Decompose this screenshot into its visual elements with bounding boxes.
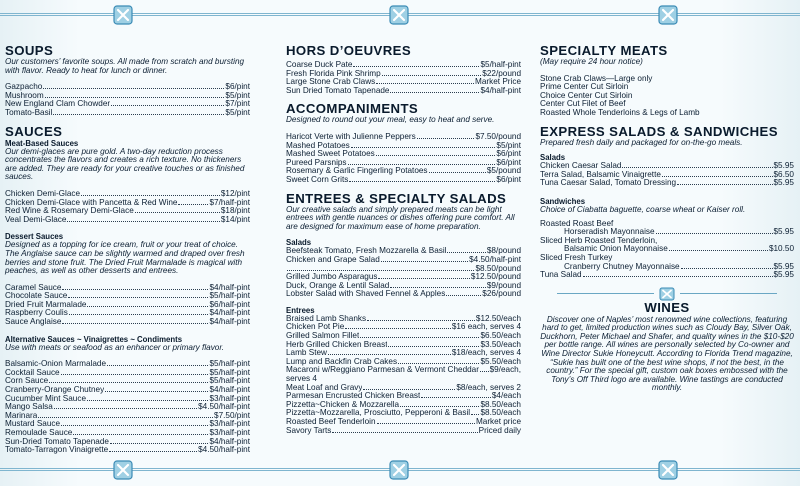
list-item: Prime Center Cut Sirloin <box>540 82 629 92</box>
item-name: Large Stone Crab Claws <box>286 78 376 87</box>
entrees-heading: Entrees <box>286 305 315 315</box>
item-price: Priced daily <box>478 425 521 435</box>
leader-dots <box>105 391 208 392</box>
item-price: $3/half-pint <box>209 428 250 437</box>
item-price: $4/half-pint <box>209 282 250 292</box>
list-item: Center Cut Filet of Beef <box>540 99 626 109</box>
leader-dots <box>662 176 773 177</box>
column-right <box>540 44 794 393</box>
leader-dots <box>54 408 197 409</box>
hors-doeuvres-title: HORS D’OEUVRES <box>286 43 412 58</box>
item-price: $8.50/pound <box>475 263 521 273</box>
soups-title: SOUPS <box>5 43 54 58</box>
accompaniments-title: ACCOMPANIMENTS <box>286 101 419 117</box>
item-name: Sauce Anglaise <box>5 318 62 327</box>
crossed-knife-fork-icon <box>658 287 676 301</box>
entrees-intro: Our creative salads and simply prepared meats can be light entrees with gentle nuances or dishes offering pure comfort. All are designed for maximum ease of home preparation. <box>286 204 515 231</box>
item-name: Mango Salsa <box>5 403 53 412</box>
item-price: $5/half-pint <box>480 60 521 69</box>
item-name: Beefsteak Tomato, Fresh Mozzarella & Basil <box>286 247 447 256</box>
crossed-knife-fork-icon <box>656 4 680 26</box>
express-salads-list <box>540 162 794 188</box>
item-name: Duck, Orange & Lentil Salad <box>286 281 390 290</box>
menu-item <box>286 142 521 151</box>
leader-dots <box>62 289 208 290</box>
wines-section <box>540 301 794 393</box>
item-name: Lamb Stew <box>286 349 327 358</box>
crossed-knife-fork-icon <box>111 4 135 26</box>
menu-item <box>5 199 250 208</box>
menu-item <box>5 207 250 216</box>
item-name: Tomato-Basil <box>5 108 53 117</box>
item-name: Cucumber Mint Sauce <box>5 394 86 403</box>
item-name: Lobster Salad with Shaved Fennel & Apples <box>286 290 446 299</box>
item-price: $16 each, serves 4 <box>451 322 521 332</box>
item-price: $5.50/each <box>480 356 521 366</box>
soups-list <box>5 83 250 117</box>
item-name: New England Clam Chowder <box>5 100 111 109</box>
leader-dots <box>388 346 479 347</box>
item-price: $8/pound <box>486 246 521 256</box>
menu-item <box>286 133 521 142</box>
item-name: Sun Dried Tomato Tapenade <box>286 86 390 95</box>
leader-dots <box>390 287 486 288</box>
item-price: $7/pint <box>225 99 250 109</box>
list-item: Choice Center Cut Sirloin <box>540 90 633 100</box>
sandwich-line: Sliced Herb Roasted Tenderloin, <box>540 235 658 245</box>
item-price: $7.50/pound <box>475 131 521 141</box>
leader-dots <box>53 114 224 115</box>
specialty-meats-list <box>540 75 794 118</box>
menu-item: Balsamic Onion Mayonnaise $10.50 <box>564 244 794 254</box>
leader-dots <box>349 181 495 182</box>
leader-dots <box>351 147 496 148</box>
list-item: Stone Crab Claws—Large only <box>540 73 653 83</box>
leader-dots <box>61 374 209 375</box>
item-price: $4/half-pint <box>209 317 250 327</box>
item-price: $4/half-pint <box>209 436 250 446</box>
item-name: Sun-Dried Tomato Tapenade <box>5 437 109 446</box>
dessert-sauces-list <box>5 284 250 327</box>
item-price: $7/half-pint <box>209 197 250 207</box>
menu-item <box>5 83 250 92</box>
menu-item: Cranberry Chutney Mayonnaise $5.95 <box>564 261 794 271</box>
item-name: Coarse Duck Pate <box>286 61 353 69</box>
express-intro: Prepared fresh daily and packaged for on-the-go meals. <box>540 137 743 147</box>
leader-dots <box>69 314 209 315</box>
item-name: Mashed Sweet Potatoes <box>286 150 375 159</box>
leader-dots <box>110 443 209 444</box>
item-name: Marinara <box>5 411 38 420</box>
item-price: $9/pound <box>486 280 521 290</box>
express-title: EXPRESS SALADS & SANDWICHES <box>540 123 778 139</box>
item-price: $5.95 <box>773 161 794 171</box>
leader-dots <box>81 195 220 196</box>
item-price: $12.50/pound <box>470 272 521 282</box>
item-price: $4/half-pint <box>209 385 250 395</box>
item-price: $6.50/each <box>480 331 521 341</box>
menu-item <box>286 150 521 159</box>
item-name: Grilled Salmon Fillet <box>286 332 360 341</box>
item-name: Pizzetta~Chicken & Mozzarella <box>286 400 400 409</box>
item-price: Market Price <box>475 77 521 87</box>
specialty-meats-title: SPECIALTY MEATS <box>540 43 668 58</box>
meat-sauces-list <box>5 190 250 224</box>
item-name: Cocktail Sauce <box>5 368 60 377</box>
meat-sauces-heading: Meat-Based Sauces <box>5 138 79 148</box>
item-price: $5/half-pint <box>209 367 250 377</box>
leader-dots <box>367 320 475 321</box>
item-name: Grilled Jumbo Asparagus <box>286 273 378 282</box>
list-item: Roasted Whole Tenderloins & Legs of Lamb <box>540 107 700 117</box>
leader-dots <box>62 323 208 324</box>
menu-item: Horseradish Mayonnaise $5.95 <box>564 227 794 237</box>
hors-doeuvres-list <box>286 61 521 95</box>
item-name: Chocolate Sauce <box>5 292 68 301</box>
leader-dots <box>68 297 208 298</box>
item-name: Sweet Corn Grits <box>286 175 349 184</box>
menu-item: Tuna Salad $5.95 <box>540 270 794 280</box>
sandwiches-intro: Choice of Ciabatta baguette, coarse wheat or Kaiser roll. <box>540 204 746 214</box>
item-price: $6/pint <box>496 174 521 184</box>
item-price: $4/half-pint <box>480 85 521 95</box>
menu-item <box>286 358 521 367</box>
item-name: Macaroni w/Reggiano Parmesan & Vermont Cheddar <box>286 366 479 375</box>
leader-dots <box>348 164 496 165</box>
item-price: $3.50/each <box>480 339 521 349</box>
menu-item <box>5 446 250 455</box>
item-price: $5/pint <box>225 107 250 117</box>
item-name: Roasted Beef Tenderloin <box>286 418 376 426</box>
item-name: Raspberry Coulis <box>5 309 68 318</box>
item-price: $8/each, serves 2 <box>456 382 521 392</box>
leader-dots <box>345 328 451 329</box>
wines-title: WINES <box>644 299 690 315</box>
item-name: Remoulade Sauce <box>5 429 73 437</box>
dessert-sauces-heading: Dessert Sauces <box>5 232 64 242</box>
item-price: $5/half-pint <box>209 359 250 369</box>
item-name: Herb Grilled Chicken Breast <box>286 340 388 349</box>
soups-intro: Our customers’ favorite soups. All made from scratch and bursting with flavor. Ready to heat for lunch or dinner. <box>5 57 245 75</box>
item-name: Lump and Backfin Crab Cakes <box>286 357 398 366</box>
leader-dots <box>107 365 208 366</box>
item-name: Chicken Demi-Glace <box>5 189 81 198</box>
item-price: $4.50/half-pint <box>198 402 250 412</box>
leader-dots <box>43 88 224 89</box>
item-name: Savory Tarts <box>286 426 332 435</box>
leader-dots <box>73 434 208 435</box>
leader-dots <box>61 425 208 426</box>
leader-dots <box>447 252 485 253</box>
sauces-title: SAUCES <box>5 123 63 139</box>
item-price: $26/pound <box>482 289 521 299</box>
leader-dots <box>353 66 479 67</box>
sandwich-line: Sliced Fresh Turkey <box>540 252 613 262</box>
item-name: Mashed Potatoes <box>286 141 350 150</box>
crossed-knife-fork-icon <box>387 4 411 26</box>
menu-item <box>286 427 521 436</box>
item-price: $12.50/each <box>475 313 521 323</box>
menu-item <box>5 216 250 225</box>
item-price: $6.50 <box>773 169 794 179</box>
meat-sauces-intro: Our demi-glaces are pure gold. A two-day reduction process concentrates the flavors and creates a rich texture. No thickeners are added. They are ready for your creative touches or as finished sauces. <box>5 146 245 182</box>
leader-dots <box>287 270 474 271</box>
crossed-knife-fork-icon <box>656 459 680 481</box>
item-name: Fresh Florida Pink Shrimp <box>286 69 381 78</box>
specialty-meats-note: (May require 24 hour notice) <box>540 57 643 66</box>
item-price: $6/pint <box>496 157 521 167</box>
item-price: $6/pint <box>496 149 521 159</box>
item-name: Tuna Caesar Salad, Tomato Dressing <box>540 179 677 188</box>
leader-dots <box>429 172 486 173</box>
item-name: Terra Salad, Balsamic Vinaigrette <box>540 170 661 179</box>
menu-item <box>286 159 521 168</box>
item-name: Veal Demi-Glace <box>5 215 67 224</box>
item-name: Braised Lamb Shanks <box>286 314 367 323</box>
item-price: $5/pint <box>225 90 250 100</box>
item-price: $4.50/half-pint <box>469 254 521 264</box>
item-name: Parmesan Encrusted Chicken Breast <box>286 392 421 401</box>
menu-item <box>540 171 794 180</box>
menu-item <box>286 87 521 96</box>
item-price: Market price <box>475 417 521 426</box>
leader-dots <box>87 306 208 307</box>
entrees-list <box>286 315 521 435</box>
leader-dots <box>363 389 455 390</box>
item-price: $6/half-pint <box>209 299 250 309</box>
accompaniments-list <box>286 133 521 185</box>
item-name: Chicken Caesar Salad <box>540 162 622 171</box>
sandwiches-heading: Sandwiches <box>540 196 586 206</box>
item-price: $3/half-pint <box>209 393 250 403</box>
menu-item <box>286 176 521 185</box>
leader-dots <box>480 371 489 372</box>
leader-dots <box>109 451 197 452</box>
item-price: $18/each, serves 4 <box>451 348 521 358</box>
item-price: $3/half-pint <box>209 419 250 429</box>
leader-dots <box>471 414 479 415</box>
leader-dots <box>332 432 477 433</box>
leader-dots <box>381 261 468 262</box>
entrees-title: ENTREES & SPECIALTY SALADS <box>286 190 507 206</box>
leader-dots <box>390 92 479 93</box>
item-name: serves 4 <box>286 375 317 384</box>
item-price: $8.50/each <box>480 399 521 409</box>
menu-item <box>286 384 521 393</box>
item-price: $14/pint <box>220 214 250 224</box>
menu-item <box>5 100 250 109</box>
leader-dots <box>111 105 224 106</box>
leader-dots <box>67 221 219 222</box>
item-name: Caramel Sauce <box>5 283 62 292</box>
item-name: Balsamic-Onion Marmalade <box>5 360 107 369</box>
alternative-sauces-heading: Alternative Sauces ~ Vinaigrettes ~ Condiments <box>5 334 183 344</box>
leader-dots <box>135 212 220 213</box>
leader-dots <box>328 354 451 355</box>
item-price: $18/pint <box>220 206 250 216</box>
accompaniments-intro: Designed to round out your meal, easy to heat and serve. <box>286 115 495 125</box>
item-price: $4.50/half-pint <box>198 445 250 455</box>
salads-heading: Salads <box>286 238 312 248</box>
column-left <box>5 44 250 455</box>
leader-dots <box>376 155 496 156</box>
item-price: $5/half-pint <box>209 291 250 301</box>
leader-dots <box>398 363 479 364</box>
leader-dots <box>45 97 225 98</box>
leader-dots <box>400 406 479 407</box>
item-price: $5/half-pint <box>209 376 250 386</box>
crossed-knife-fork-icon <box>387 459 411 481</box>
leader-dots <box>376 83 474 84</box>
item-price: $6/pint <box>225 82 250 92</box>
wines-divider <box>557 287 777 301</box>
item-price: $4/each <box>491 391 521 401</box>
leader-dots <box>360 337 479 338</box>
menu-item <box>286 273 521 282</box>
item-price: $22/pound <box>482 68 521 78</box>
leader-dots <box>87 400 208 401</box>
item-price: $12/pint <box>220 188 250 198</box>
leader-dots <box>378 278 469 279</box>
item-name: Mustard Sauce <box>5 420 61 429</box>
item-name: Pizzetta~Mozzarella, Prosciutto, Pepperoni & Basil <box>286 409 471 418</box>
leader-dots <box>446 295 481 296</box>
item-price: $5/pound <box>486 166 521 176</box>
express-salads-heading: Salads <box>540 153 566 163</box>
leader-dots <box>417 138 475 139</box>
menu-item <box>5 109 250 118</box>
leader-dots <box>38 417 213 418</box>
item-name: Corn Sauce <box>5 377 49 386</box>
alternative-sauces-list <box>5 360 250 455</box>
menu-item <box>286 167 521 176</box>
item-price: $4/half-pint <box>209 308 250 318</box>
menu-item <box>5 318 250 327</box>
leader-dots <box>382 75 482 76</box>
item-price: $7.50/pint <box>214 410 250 420</box>
leader-dots <box>377 423 475 424</box>
item-name: Gazpacho <box>5 83 43 92</box>
leader-dots <box>178 204 208 205</box>
item-name: Chicken Pot Pie <box>286 323 345 332</box>
item-price: $8.50/each <box>480 408 521 418</box>
item-name: Chicken Demi-Glace with Pancetta & Red Wine <box>5 198 178 207</box>
item-name: Dried Fruit Marmalade <box>5 300 87 309</box>
item-name: Tomato-Tarragon Vinaigrette <box>5 446 109 455</box>
alternative-sauces-intro: Use with meats or seafood as an enhancer or primary flavor. <box>5 342 225 352</box>
item-name: Haricot Verte with Julienne Peppers <box>286 132 416 141</box>
item-name: Cranberry-Orange Chutney <box>5 386 105 395</box>
item-name: Red Wine & Rosemary Demi-Glace <box>5 207 134 216</box>
dessert-sauces-intro: Designed as a topping for ice cream, fruit or your treat of choice. The Anglaise sauce can be slightly warmed and draped over fresh berries and stone fruit. The Dried Fruit Marmalade is magical with peaches, as well as other desserts and entrees. <box>5 240 245 276</box>
item-price: $5/pint <box>496 140 521 150</box>
column-middle <box>286 44 521 435</box>
item-name: Mushroom <box>5 91 44 100</box>
menu-item <box>5 92 250 101</box>
salads-list <box>286 247 521 299</box>
menu-item <box>540 162 794 171</box>
item-name: Chicken and Grape Salad <box>286 255 380 264</box>
menu-item <box>540 179 794 188</box>
wines-description: Discover one of Naples’ most renowned wine collections, featuring hard to get, limited production wines such as Cloudy Bay, Silver Oak, Duckhorn, Peter Michael and Shafer, and quality wines in the $10-$20 per bottle range. All wines are personally selected by Co-owner and Wine Director Sukie Honeycutt. According to Florida Trend magazine, “Sukie has built one of the best wine shops, if not the best, in the country.” For the special gift, custom oak boxes embossed with the Tony’s Off Third logo are available. Wine tastings are conducted monthly. <box>540 314 794 393</box>
sandwich-line: Roasted Roast Beef <box>540 218 614 228</box>
item-price: $9/each, <box>489 365 521 375</box>
leader-dots <box>622 167 772 168</box>
item-name: Pureed Parsnips <box>286 158 347 167</box>
crossed-knife-fork-icon <box>111 459 135 481</box>
leader-dots <box>421 397 491 398</box>
menu-item <box>286 366 521 375</box>
leader-dots <box>677 184 772 185</box>
leader-dots <box>49 382 208 383</box>
item-name: Meat Loaf and Gravy <box>286 383 363 392</box>
item-name: Rosemary & Garlic Fingerling Potatoes <box>286 167 428 176</box>
menu-item <box>286 290 521 299</box>
item-price: $5.95 <box>773 178 794 188</box>
